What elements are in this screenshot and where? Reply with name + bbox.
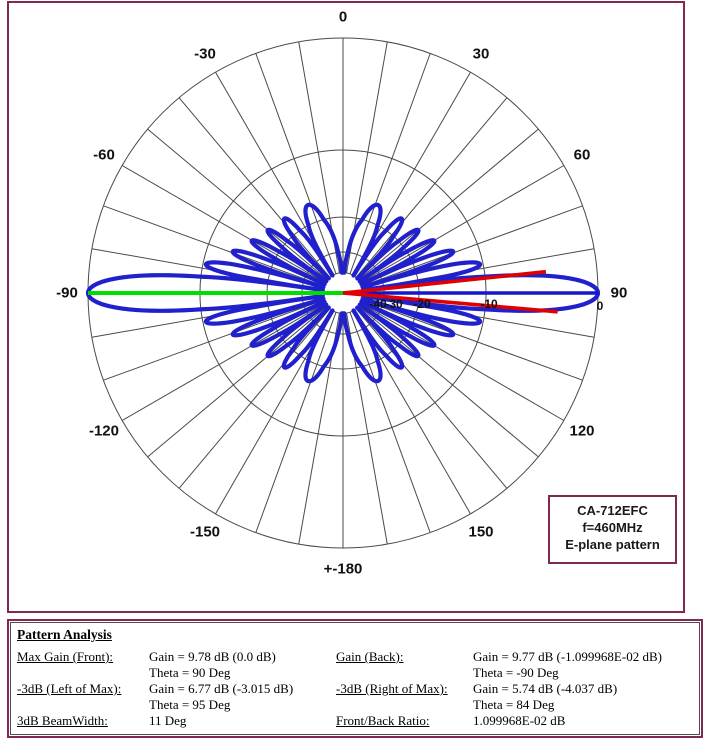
- analysis-label-3: [17, 697, 149, 713]
- angle-label-30: 30: [472, 45, 490, 63]
- legend-plane-label: E-plane pattern: [565, 537, 660, 552]
- legend-model-label: CA-712EFC: [577, 503, 648, 518]
- radial-label--40db: -40: [369, 297, 387, 311]
- angle-label--60: -60: [93, 146, 115, 164]
- analysis-row-3: [17, 697, 699, 713]
- analysis-label2-1: [336, 665, 473, 681]
- angle-label-0: 0: [338, 8, 348, 26]
- analysis-value2-0: Gain = 9.77 dB (-1.099968E-02 dB): [473, 649, 662, 664]
- angle-label--30: -30: [194, 45, 216, 63]
- grid-spoke-320deg: [179, 98, 330, 278]
- radial-label-0db: 0: [596, 299, 604, 313]
- angle-label-+-180: +-180: [323, 560, 363, 578]
- legend-box: [548, 495, 677, 564]
- legend-frequency-label: f=460MHz: [582, 520, 643, 535]
- analysis-value2-1: Theta = -90 Deg: [473, 665, 559, 680]
- analysis-value-0: Gain = 9.78 dB (0.0 dB): [149, 649, 276, 664]
- analysis-label2-4: Front/Back Ratio:: [336, 713, 430, 728]
- angle-label--120: -120: [88, 422, 119, 440]
- pattern-analysis-rows: [17, 649, 699, 729]
- analysis-row-0: [17, 649, 699, 665]
- analysis-row-1: [17, 665, 699, 681]
- angle-label--150: -150: [189, 523, 221, 541]
- radial-label--10db: -10: [480, 297, 498, 311]
- analysis-row-4: [17, 713, 699, 729]
- analysis-value2-4: 1.099968E-02 dB: [473, 713, 566, 728]
- grid-spoke-220deg: [179, 309, 330, 489]
- analysis-label2-2: -3dB (Right of Max):: [336, 681, 448, 696]
- analysis-label2-0: Gain (Back):: [336, 649, 404, 664]
- angle-label-150: 150: [468, 523, 494, 541]
- grid-spoke-40deg: [356, 98, 507, 278]
- analysis-label-0: Max Gain (Front):: [17, 649, 114, 664]
- analysis-label2-3: [336, 697, 473, 713]
- angle-label-120: 120: [569, 422, 595, 440]
- angle-label-60: 60: [573, 146, 591, 164]
- pattern-analysis-title: Pattern Analysis: [17, 627, 112, 642]
- analysis-label-1: [17, 665, 149, 681]
- radial-label--20db: -20: [413, 297, 431, 311]
- pattern-analysis-content: [10, 622, 700, 735]
- angle-label--90: -90: [56, 284, 78, 302]
- analysis-value-1: Theta = 90 Deg: [149, 665, 231, 680]
- radial-label--30db: -30: [385, 297, 403, 311]
- angle-label-90: 90: [610, 284, 628, 302]
- pattern-analysis-box: [7, 619, 703, 738]
- analysis-value2-3: Theta = 84 Deg: [473, 697, 555, 712]
- analysis-label-4: 3dB BeamWidth:: [17, 713, 108, 728]
- analysis-value2-2: Gain = 5.74 dB (-4.037 dB): [473, 681, 618, 696]
- grid-spoke-140deg: [356, 309, 507, 489]
- analysis-row-2: [17, 681, 699, 697]
- analysis-value-2: Gain = 6.77 dB (-3.015 dB): [149, 681, 294, 696]
- analysis-value-4: 11 Deg: [149, 713, 187, 728]
- analysis-label-2: -3dB (Left of Max):: [17, 681, 122, 696]
- analysis-value-3: Theta = 95 Deg: [149, 697, 231, 712]
